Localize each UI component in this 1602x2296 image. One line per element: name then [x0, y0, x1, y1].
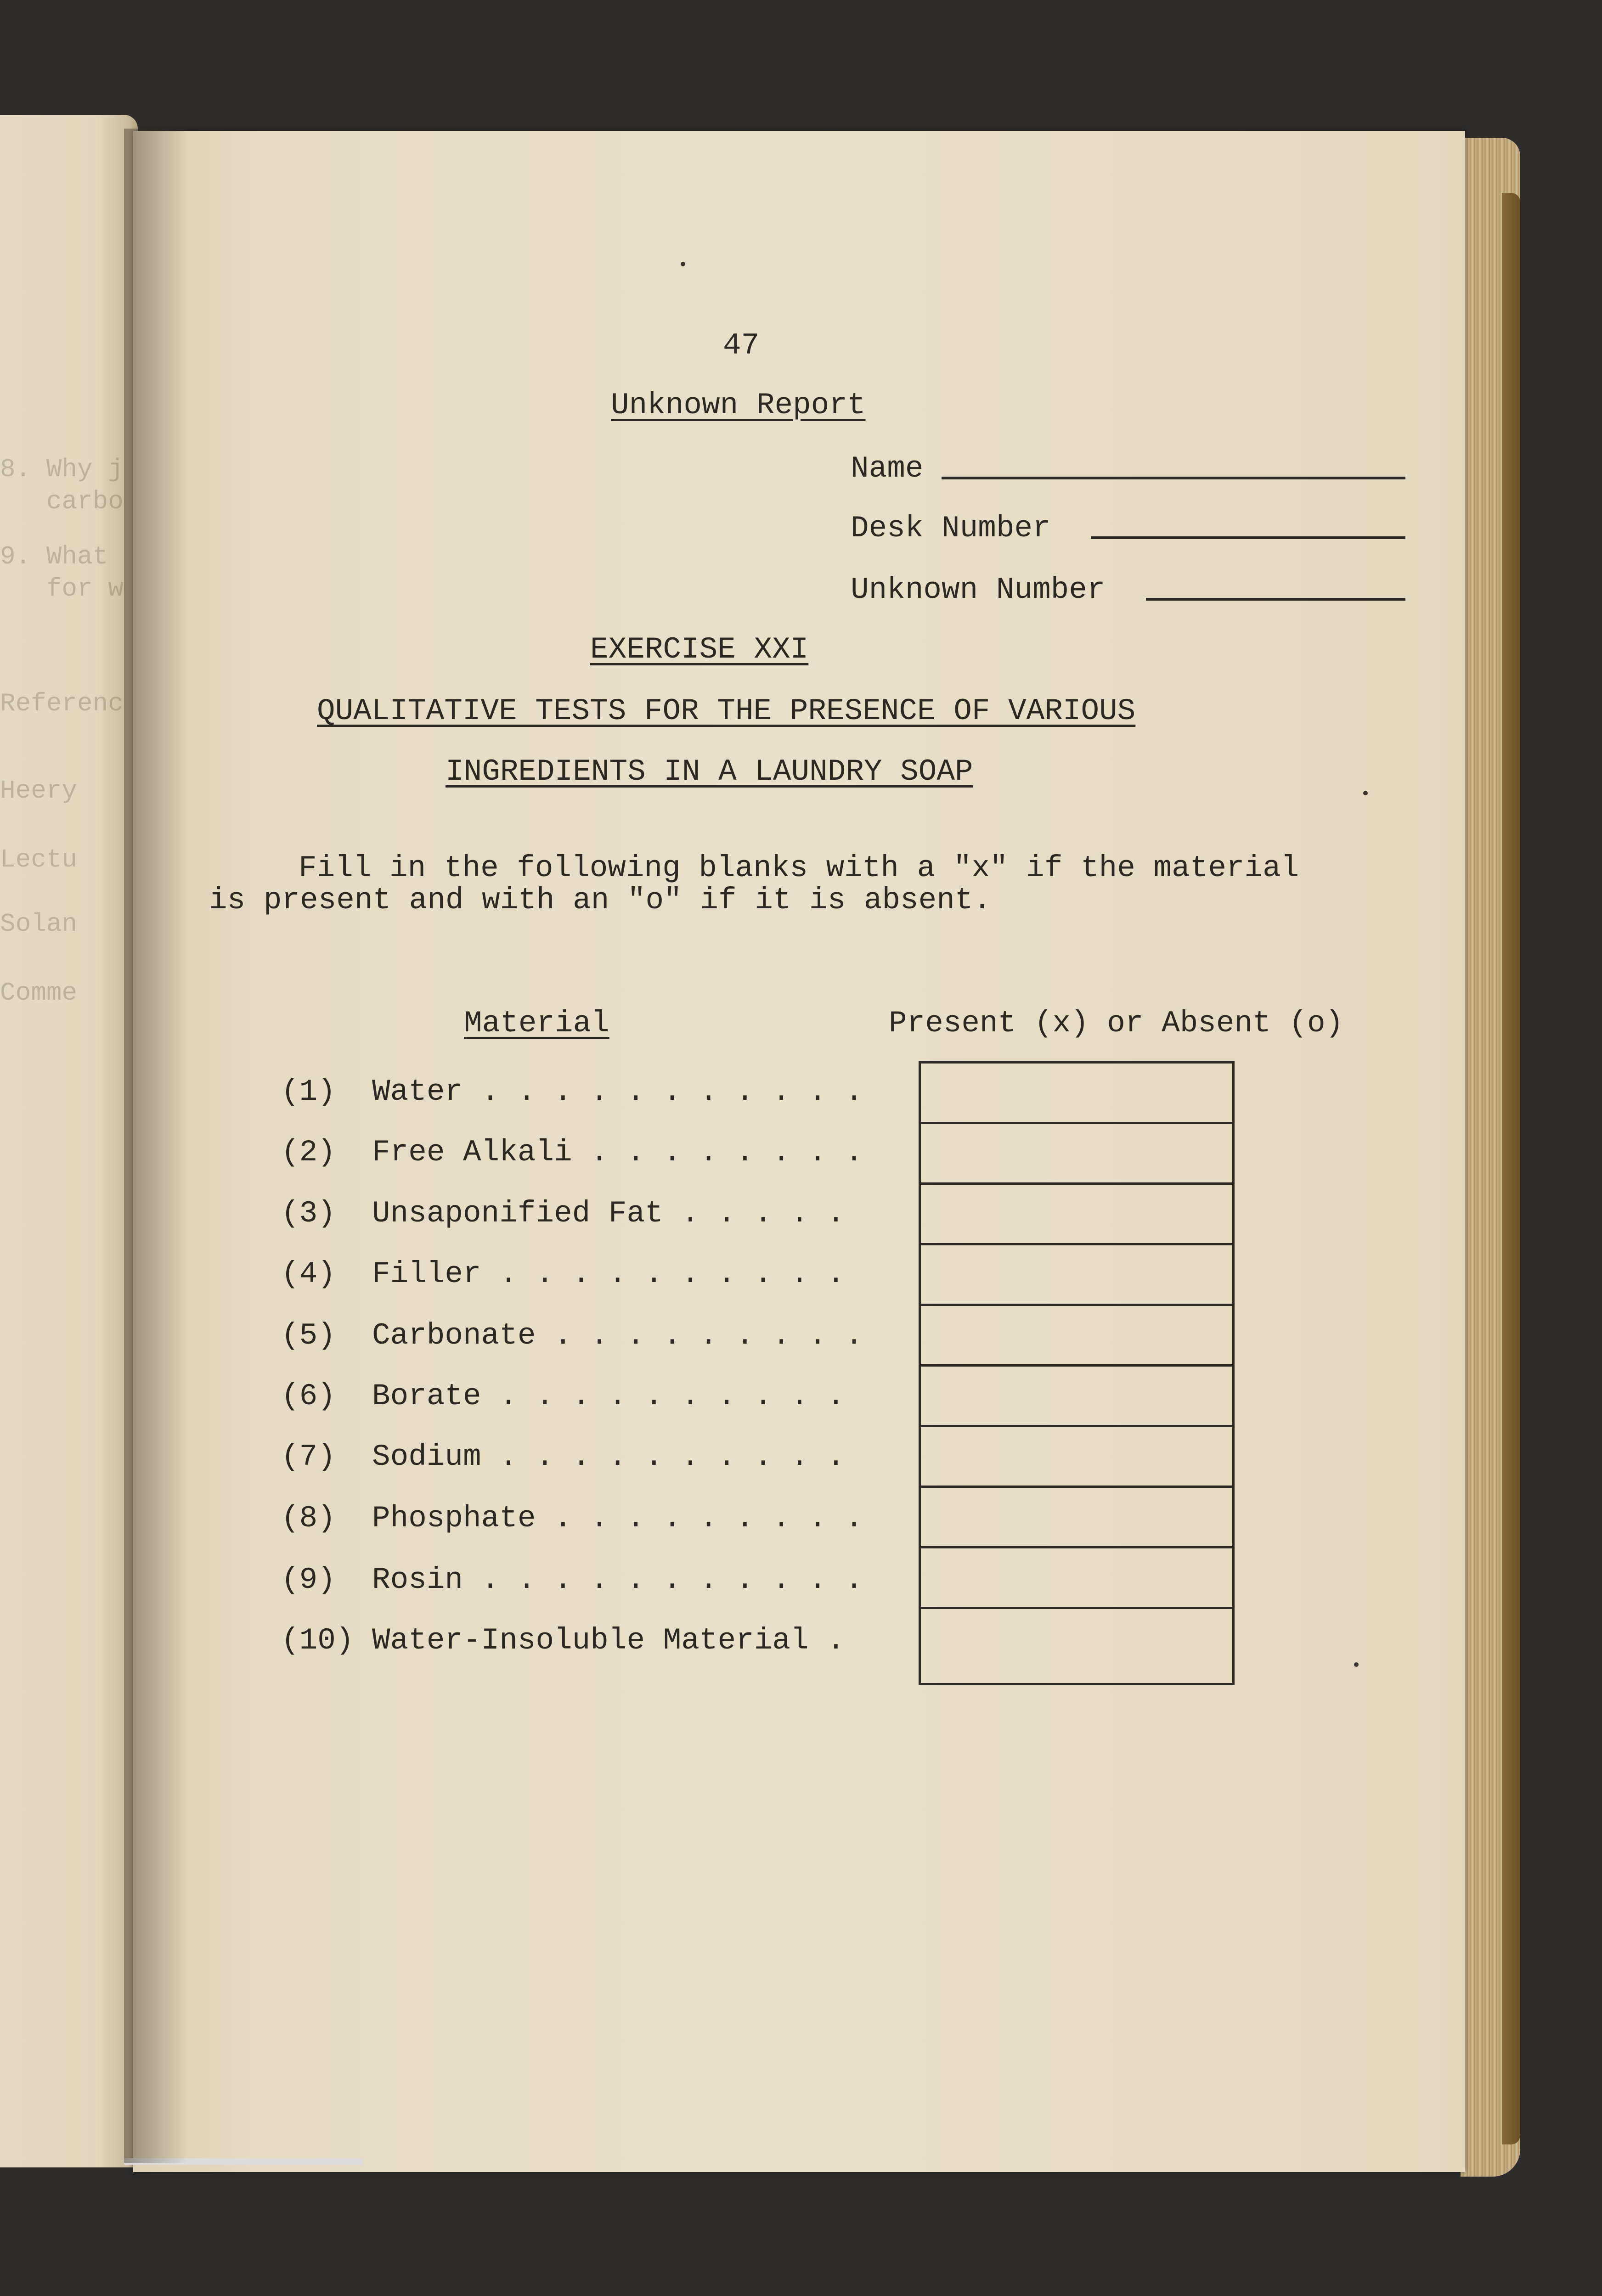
answer-box-phosphate[interactable]: [921, 1488, 1232, 1548]
facing-page: [0, 115, 138, 2167]
material-label: Water . . . . . . . . . . .: [372, 1075, 863, 1109]
name-label: Name: [851, 451, 924, 486]
desk-number-label: Desk Number: [851, 511, 1051, 546]
row-number: (7): [281, 1440, 336, 1474]
facing-page-text: 8. Why j: [0, 455, 124, 484]
unknown-number-label: Unknown Number: [851, 573, 1106, 607]
answer-table: [919, 1061, 1235, 1685]
facing-page-text: Heery: [0, 776, 78, 805]
page-number: 47: [723, 328, 760, 363]
desk-number-field[interactable]: [1091, 536, 1405, 539]
material-label: Borate . . . . . . . . . .: [372, 1379, 845, 1413]
row-number: (10): [281, 1623, 354, 1658]
exercise-subtitle-line2: INGREDIENTS IN A LAUNDRY SOAP: [446, 754, 973, 789]
instructions-line1: Fill in the following blanks with a "x" if the material: [299, 851, 1299, 885]
row-number: (1): [281, 1075, 336, 1109]
row-number: (9): [281, 1563, 336, 1597]
material-label: Unsaponified Fat . . . . .: [372, 1196, 845, 1231]
answer-box-filler[interactable]: [921, 1245, 1232, 1306]
material-label: Free Alkali . . . . . . . .: [372, 1135, 863, 1170]
exercise-title: EXERCISE XXI: [590, 632, 809, 667]
material-label: Phosphate . . . . . . . . .: [372, 1501, 863, 1536]
row-number: (4): [281, 1257, 336, 1291]
material-label: Rosin . . . . . . . . . . .: [372, 1563, 863, 1597]
facing-page-text: Comme: [0, 978, 78, 1007]
facing-page-text: carbo: [0, 487, 124, 516]
instructions-line2: is present and with an "o" if it is absent.: [209, 883, 992, 917]
row-number: (6): [281, 1379, 336, 1413]
material-header: Material: [464, 1006, 609, 1041]
answer-box-carbonate[interactable]: [921, 1306, 1232, 1367]
answer-box-rosin[interactable]: [921, 1548, 1232, 1609]
ink-speck: [1354, 1662, 1359, 1667]
answer-box-sodium[interactable]: [921, 1427, 1232, 1488]
ink-speck: [1363, 791, 1368, 795]
row-number: (8): [281, 1501, 336, 1536]
facing-page-text: Solan: [0, 909, 78, 939]
name-field[interactable]: [942, 477, 1405, 479]
report-title: Unknown Report: [611, 388, 866, 422]
row-number: (5): [281, 1318, 336, 1353]
row-number: (3): [281, 1196, 336, 1231]
page-edges: [1461, 138, 1520, 2177]
facing-page-text: 9. What: [0, 542, 108, 571]
answer-box-water-insoluble[interactable]: [921, 1609, 1232, 1670]
gutter-shadow: [124, 129, 188, 2163]
material-label: Water-Insoluble Material .: [372, 1623, 845, 1658]
row-number: (2): [281, 1135, 336, 1170]
answer-box-free-alkali[interactable]: [921, 1124, 1232, 1185]
exercise-subtitle-line1: QUALITATIVE TESTS FOR THE PRESENCE OF VARIOUS: [317, 694, 1136, 728]
answer-box-borate[interactable]: [921, 1367, 1232, 1427]
answer-box-water[interactable]: [921, 1064, 1232, 1124]
facing-page-text: for w: [0, 574, 124, 603]
answer-box-unsaponified-fat[interactable]: [921, 1185, 1232, 1245]
result-header: Present (x) or Absent (o): [889, 1006, 1344, 1041]
unknown-number-field[interactable]: [1146, 598, 1405, 601]
ink-speck: [681, 262, 685, 266]
material-label: Carbonate . . . . . . . . .: [372, 1318, 863, 1353]
facing-page-text: Lectu: [0, 845, 78, 874]
facing-page-text: Referenc: [0, 689, 124, 718]
material-label: Filler . . . . . . . . . .: [372, 1257, 845, 1291]
material-label: Sodium . . . . . . . . . .: [372, 1440, 845, 1474]
